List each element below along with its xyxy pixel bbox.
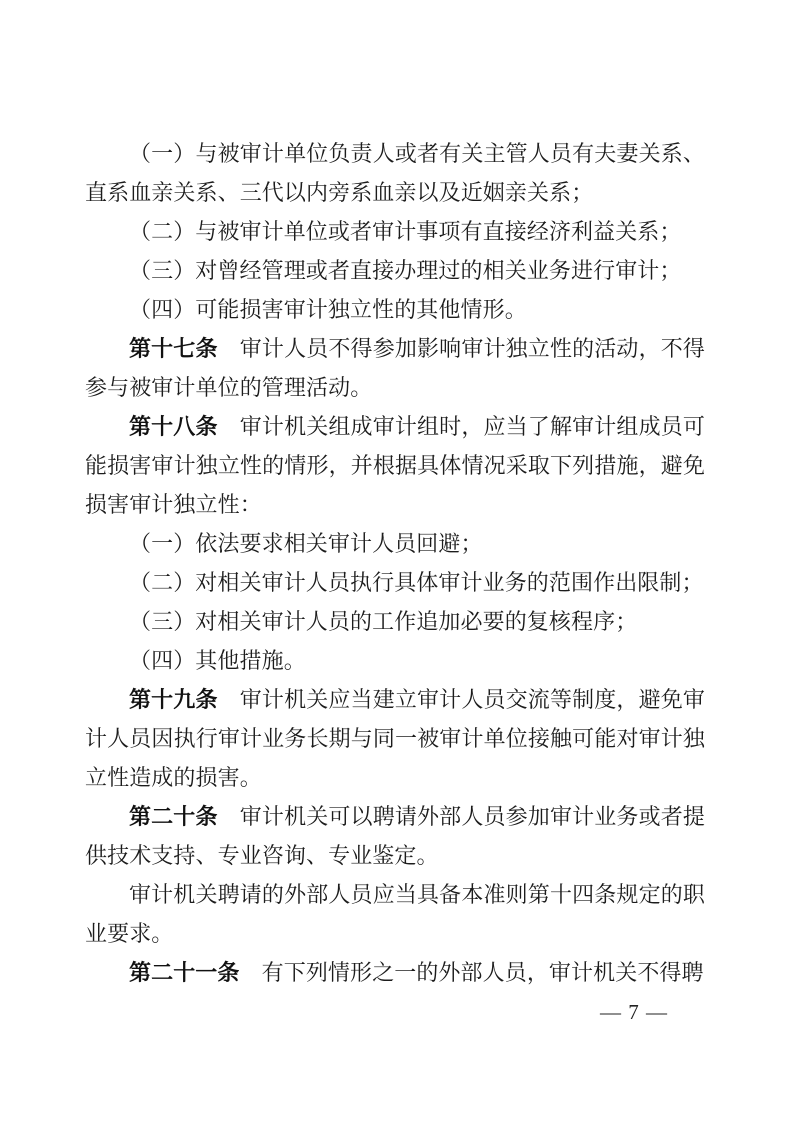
paragraph-text: 审计人员不得参加影响审计独立性的活动，不得参与被审计单位的管理活动。 bbox=[85, 336, 705, 400]
article-paragraph bbox=[85, 875, 705, 953]
paragraph-text: 审计机关组成审计组时，应当了解审计组成员可能损害审计独立性的情形，并根据具体情况采取下列措施，避免损害审计独立性： bbox=[85, 414, 705, 517]
paragraph-text: （二）对相关审计人员执行具体审计业务的范围作出限制； bbox=[129, 570, 704, 595]
list-item bbox=[85, 251, 705, 290]
paragraph-text: （四）其他措施。 bbox=[129, 648, 306, 673]
article-number: 第十七条 bbox=[129, 336, 218, 361]
paragraph-text: 审计机关可以聘请外部人员参加审计业务或者提供技术支持、专业咨询、专业鉴定。 bbox=[85, 804, 705, 868]
page-number: — 7 — bbox=[600, 1000, 668, 1024]
list-item bbox=[85, 290, 705, 329]
list-item bbox=[85, 134, 705, 212]
article-paragraph bbox=[85, 797, 705, 875]
paragraph-text: （一）与被审计单位负责人或者有关主管人员有夫妻关系、直系血亲关系、三代以内旁系血亲以及近姻亲关系； bbox=[85, 141, 705, 205]
list-item bbox=[85, 641, 705, 680]
paragraph-text: 审计机关应当建立审计人员交流等制度，避免审计人员因执行审计业务长期与同一被审计单位接触可能对审计独立性造成的损害。 bbox=[85, 687, 705, 790]
paragraph-text: （四）可能损害审计独立性的其他情形。 bbox=[129, 297, 527, 322]
paragraph-text: 审计机关聘请的外部人员应当具备本准则第十四条规定的职业要求。 bbox=[85, 882, 705, 946]
paragraph-text: 有下列情形之一的外部人员，审计机关不得聘 bbox=[239, 960, 704, 985]
article-paragraph bbox=[85, 680, 705, 797]
list-item bbox=[85, 524, 705, 563]
article-paragraph bbox=[85, 329, 705, 407]
list-item bbox=[85, 212, 705, 251]
document-body bbox=[85, 134, 705, 992]
article-number: 第十八条 bbox=[129, 414, 218, 439]
list-item bbox=[85, 602, 705, 641]
article-number: 第十九条 bbox=[129, 687, 218, 712]
paragraph-text: （一）依法要求相关审计人员回避； bbox=[129, 531, 483, 556]
paragraph-text: （三）对曾经管理或者直接办理过的相关业务进行审计； bbox=[129, 258, 682, 283]
list-item bbox=[85, 563, 705, 602]
paragraph-text: （三）对相关审计人员的工作追加必要的复核程序； bbox=[129, 609, 638, 634]
article-number: 第二十条 bbox=[129, 804, 218, 829]
article-paragraph bbox=[85, 407, 705, 524]
paragraph-text: （二）与被审计单位或者审计事项有直接经济利益关系； bbox=[129, 219, 682, 244]
article-paragraph bbox=[85, 953, 705, 992]
article-number: 第二十一条 bbox=[129, 960, 240, 985]
